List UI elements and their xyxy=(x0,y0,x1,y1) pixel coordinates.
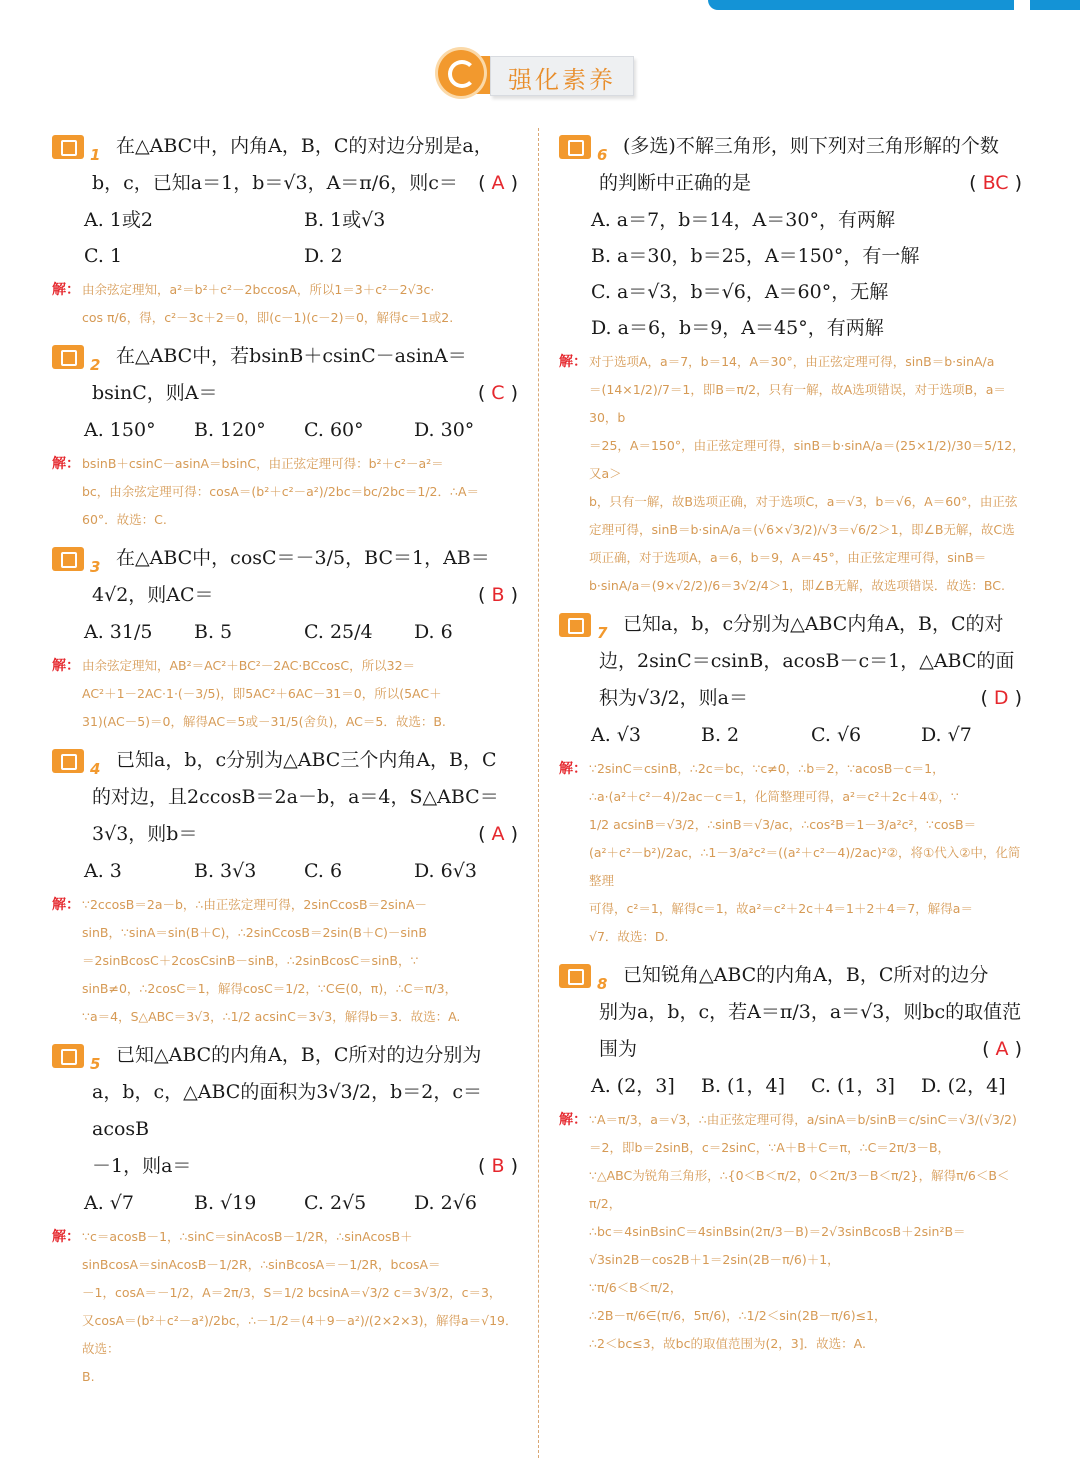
question-number-badge xyxy=(559,964,611,993)
answer-paren-close: ) xyxy=(504,1155,518,1177)
solution-line: 由余弦定理知，AB²＝AC²＋BC²－2AC·BCcosC，所以32＝ xyxy=(82,658,416,673)
solution-line: ＝25，A＝150°，由正弦定理可得，sinB＝b·sinA/a＝(25×1/2)/30＝5/12，又a＞ xyxy=(589,438,1025,481)
solution-line: ∵c＝acosB－1，∴sinC＝sinAcosB－1/2R，∴sinAcosB＋ xyxy=(82,1229,413,1244)
answer-paren-open: ( xyxy=(478,1155,492,1177)
option-item: A. 150° xyxy=(84,419,156,441)
solution-label: 解： xyxy=(52,456,80,472)
option-item: D. (2，4] xyxy=(921,1075,1006,1097)
question-tag-icon xyxy=(52,1044,84,1068)
solution-line: ∵A＝π/3，a＝√3，∴由正弦定理可得，a/sinA＝b/sinB＝c/sinC＝√3/(√3/2) xyxy=(589,1112,1017,1127)
option-item: C. 2√5 xyxy=(304,1192,367,1214)
question-stem-line xyxy=(50,816,528,853)
question-stem-first-line xyxy=(557,957,1032,994)
solution-line: ∴2＜bc≤3，故bc的取值范围为(2，3]．故选：A. xyxy=(589,1336,866,1351)
question-stem-line xyxy=(557,994,1032,1031)
question-stem-text: a，b，c，△ABC的面积为3√3/2，b＝2，c＝acosB xyxy=(92,1081,482,1140)
question-tag-icon xyxy=(52,547,84,571)
question-stem-line xyxy=(50,1148,528,1185)
question-stem-first-line xyxy=(557,606,1032,643)
question-stem-text: 在△ABC中，cosC＝－3/5，BC＝1，AB＝ xyxy=(116,547,490,569)
solution-block xyxy=(50,652,528,736)
option-item: D. 2 xyxy=(304,245,343,267)
solution-label: 解： xyxy=(559,1112,587,1128)
question-block xyxy=(50,742,528,1031)
right-column xyxy=(557,128,1032,1364)
question-stem-text: 围为 xyxy=(599,1038,638,1060)
option-item: B. 1或√3 xyxy=(304,209,386,231)
question-number-badge xyxy=(52,547,104,576)
options-group xyxy=(557,1068,1032,1104)
solution-line: －1，cosA＝－1/2，A＝2π/3，S＝1/2 bcsinA＝√3/2 c＝3√3/2，c＝3， xyxy=(82,1285,502,1300)
solution-line: cos π/6，得，c²－3c＋2＝0，即(c－1)(c－2)＝0，解得c＝1或2. xyxy=(82,310,454,325)
answer-paren-close: ) xyxy=(504,584,518,606)
question-stem-text: －1，则a＝ xyxy=(92,1155,192,1177)
question-number-badge xyxy=(559,135,611,164)
option-item: A. 3 xyxy=(84,860,122,882)
answer-paren-open: ( xyxy=(478,172,492,194)
solution-line: √3sin2B－cos2B＋1＝2sin(2B－π/6)＋1， xyxy=(589,1252,840,1267)
solution-line: 60°．故选：C. xyxy=(82,512,167,527)
question-number: 8 xyxy=(597,975,608,993)
answer-paren-open: ( xyxy=(982,1038,996,1060)
option-item: B. 120° xyxy=(194,419,266,441)
solution-line: ＝(14×1/2)/7＝1，即B＝π/2，只有一解，故A选项错误，对于选项B，a＝30，b xyxy=(589,382,1006,425)
question-stem-text: 在△ABC中，内角A，B，C的对边分别是a， xyxy=(116,135,493,157)
option-item: A. (2，3] xyxy=(591,1075,675,1097)
solution-line: ∵2sinC＝csinB，∴2c＝bc，∵c≠0，∴b＝2，∵acosB－c＝1， xyxy=(589,761,945,776)
solution-line: 又cosA＝(b²＋c²－a²)/2bc，∴－1/2＝(4＋9－a²)/(2×2×3)，解得a＝√19．故选： xyxy=(82,1313,518,1356)
question-number-badge xyxy=(52,749,104,778)
answer-value: B xyxy=(491,1155,505,1177)
question-stem-text: 已知△ABC的内角A，B，C所对的边分别为 xyxy=(116,1044,482,1066)
question-stem-text: 的判断中正确的是 xyxy=(599,172,752,194)
solution-line: ＝2sinBcosC＋2cosCsinB－sinB，∴2sinBcosC＝sinB，∵ xyxy=(82,953,419,968)
answer-paren-open: ( xyxy=(477,382,492,404)
solution-line: √7．故选：D. xyxy=(589,929,669,944)
solution-block xyxy=(50,276,528,332)
question-stem-line xyxy=(557,1031,1032,1068)
answer-box xyxy=(980,680,1022,717)
option-item: B. (1，4] xyxy=(701,1075,786,1097)
question-block xyxy=(557,128,1032,600)
question-number: 2 xyxy=(90,356,101,374)
question-stem-text: 已知锐角△ABC的内角A，B，C所对的边分 xyxy=(623,964,989,986)
options-group xyxy=(50,853,528,889)
question-block xyxy=(50,540,528,736)
answer-paren-close: ) xyxy=(504,382,518,404)
answer-paren-close: ) xyxy=(1008,1038,1022,1060)
banner-title: 强化素养 xyxy=(508,66,616,94)
solution-line: ∴bc＝4sinBsinC＝4sinBsin(2π/3－B)＝2√3sinBcosB＋2sin²B＝ xyxy=(589,1224,966,1239)
solution-block xyxy=(50,891,528,1031)
question-block xyxy=(557,957,1032,1358)
answer-paren-open: ( xyxy=(969,172,983,194)
solution-line: 由余弦定理知，a²＝b²＋c²－2bccosA，所以1＝3＋c²－2√3c· xyxy=(82,282,435,297)
answer-paren-open: ( xyxy=(478,584,492,606)
solution-line: ∵a＝4，S△ABC＝3√3，∴1/2 acsinC＝3√3，解得b＝3．故选：A. xyxy=(82,1009,461,1024)
answer-box xyxy=(982,1031,1022,1068)
solution-line: ∴a·(a²＋c²－4)/2ac－c＝1，化简整理可得，a²＝c²＋2c＋4①，∵ xyxy=(589,789,959,804)
option-item: A. 1或2 xyxy=(84,209,153,231)
option-item: D. a＝6，b＝9，A＝45°，有两解 xyxy=(591,317,884,339)
solution-line: bsinB＋csinC－asinA＝bsinC，由正弦定理可得：b²＋c²－a²＝ xyxy=(82,456,444,471)
option-item: B. √19 xyxy=(194,1192,257,1214)
solution-line: b·sinA/a＝(9×√2/2)/6＝3√2/4＞1，即∠B无解，故选项错误．故选：BC. xyxy=(589,578,1005,593)
question-tag-icon xyxy=(52,135,84,159)
option-item: C. √6 xyxy=(811,724,862,746)
question-stem-first-line xyxy=(50,540,528,577)
answer-paren-close: ) xyxy=(1008,687,1022,709)
option-item: C. 6 xyxy=(304,860,343,882)
solution-block xyxy=(557,348,1032,600)
solution-line: ∴2B－π/6∈(π/6，5π/6)，∴1/2＜sin(2B－π/6)≤1， xyxy=(589,1308,887,1323)
question-stem-first-line xyxy=(50,742,528,779)
answer-box xyxy=(478,375,518,412)
question-tag-icon xyxy=(52,749,84,773)
solution-block xyxy=(557,755,1032,951)
solution-line: ∵2ccosB＝2a－b，∴由正弦定理可得，2sinCcosB＝2sinA－ xyxy=(82,897,427,912)
solution-line: 1/2 acsinB＝√3/2，∴sinB＝√3/ac，∴cos²B＝1－3/a²c²，∵cosB＝ xyxy=(589,817,977,832)
banner-logo-icon xyxy=(438,50,484,96)
question-stem-text: 别为a，b，c，若A＝π/3，a＝√3，则bc的取值范 xyxy=(599,1001,1022,1023)
option-item: A. 31/5 xyxy=(84,621,153,643)
solution-line: 对于选项A，a＝7，b＝14，A＝30°，由正弦定理可得，sinB＝b·sinA/a xyxy=(589,354,995,369)
top-decoration-bar xyxy=(708,0,1014,10)
answer-value: C xyxy=(491,382,505,404)
answer-box xyxy=(478,816,518,853)
question-block xyxy=(50,128,528,332)
option-item: C. 25/4 xyxy=(304,621,373,643)
question-block xyxy=(557,606,1032,951)
answer-value: A xyxy=(995,1038,1009,1060)
question-stem-text: 已知a，b，c分别为△ABC内角A，B，C的对 xyxy=(623,613,1004,635)
solution-line: 可得，c²＝1，解得c＝1，故a²＝c²＋2c＋4＝1＋2＋4＝7，解得a＝ xyxy=(589,901,973,916)
question-number-badge xyxy=(52,1044,104,1073)
section-banner xyxy=(438,50,638,100)
question-number: 4 xyxy=(90,760,101,778)
question-tag-icon xyxy=(559,613,591,637)
solution-line: 31)(AC－5)＝0，解得AC＝5或－31/5(舍负)，AC＝5．故选：B. xyxy=(82,714,446,729)
question-stem-line xyxy=(50,577,528,614)
options-group xyxy=(50,614,528,650)
answer-paren-close: ) xyxy=(504,823,518,845)
option-item: C. (1，3] xyxy=(811,1075,895,1097)
answer-paren-open: ( xyxy=(478,823,492,845)
options-group xyxy=(50,412,528,448)
question-tag-icon xyxy=(52,345,84,369)
top-decoration-bar-right xyxy=(1030,0,1080,10)
question-number: 5 xyxy=(90,1055,101,1073)
answer-value: B xyxy=(491,584,505,606)
option-item: D. 30° xyxy=(414,419,475,441)
solution-line: bc，由余弦定理可得：cosA＝(b²＋c²－a²)/2bc＝bc/2bc＝1/2．∴A＝ xyxy=(82,484,480,499)
solution-line: b，只有一解，故B选项正确，对于选项C，a＝√3，b＝√6，A＝60°，由正弦 xyxy=(589,494,1018,509)
answer-value: D xyxy=(993,687,1009,709)
question-stem-text: 已知a，b，c分别为△ABC三个内角A，B，C xyxy=(116,749,497,771)
option-item: A. √3 xyxy=(591,724,641,746)
option-item: C. 1 xyxy=(84,245,123,267)
question-stem-text: bsinC，则A＝ xyxy=(92,382,218,404)
solution-line: ＝2，即b＝2sinB，c＝2sinC，∵A＋B＋C＝π，∴C＝2π/3－B， xyxy=(589,1140,951,1155)
solution-label: 解： xyxy=(52,1229,80,1245)
question-stem-text: 边，2sinC＝csinB，acosB－c＝1，△ABC的面 xyxy=(599,650,1015,672)
question-stem-text: 在△ABC中，若bsinB＋csinC－asinA＝ xyxy=(116,345,467,367)
left-column xyxy=(50,128,528,1397)
solution-label: 解： xyxy=(559,761,587,777)
answer-value: A xyxy=(491,823,505,845)
answer-box xyxy=(478,1148,518,1185)
question-stem-line xyxy=(557,165,1032,202)
question-stem-text: (多选)不解三角形，则下列对三角形解的个数 xyxy=(623,135,999,157)
solution-line: sinBcosA＝sinAcosB－1/2R，∴sinBcosA＝－1/2R，bcosA＝ xyxy=(82,1257,441,1272)
question-stem-line xyxy=(557,643,1032,680)
option-item: D. 2√6 xyxy=(414,1192,477,1214)
question-stem-text: 积为√3/2，则a＝ xyxy=(599,687,749,709)
options-group xyxy=(557,202,1032,346)
question-number: 3 xyxy=(90,558,101,576)
option-item: C. a＝√3，b＝√6，A＝60°，无解 xyxy=(591,281,889,303)
option-item: D. √7 xyxy=(921,724,972,746)
answer-paren-close: ) xyxy=(504,172,518,194)
answer-value: A xyxy=(491,172,505,194)
question-stem-first-line xyxy=(50,128,528,165)
question-number: 6 xyxy=(597,146,608,164)
solution-line: ∵π/6＜B＜π/2， xyxy=(589,1280,683,1295)
question-stem-first-line xyxy=(557,128,1032,165)
question-stem-text: b，c，已知a＝1，b＝√3，A＝π/6，则c＝ xyxy=(92,172,458,194)
solution-line: AC²＋1－2AC·1·(－3/5)，即5AC²＋6AC－31＝0，所以(5AC＋ xyxy=(82,686,442,701)
answer-value: BC xyxy=(982,172,1009,194)
answer-box xyxy=(478,165,518,202)
option-item: D. 6√3 xyxy=(414,860,477,882)
solution-line: sinB≠0，∴2cosC＝1，解得cosC＝1/2，∵C∈(0，π)，∴C＝π/3， xyxy=(82,981,458,996)
options-group xyxy=(50,1185,528,1221)
question-stem-text: 3√3，则b＝ xyxy=(92,823,198,845)
question-number-badge xyxy=(559,613,611,642)
question-tag-icon xyxy=(559,964,591,988)
answer-box xyxy=(478,577,518,614)
solution-line: B. xyxy=(82,1369,95,1384)
solution-block xyxy=(557,1106,1032,1358)
solution-line: 定理可得，sinB＝b·sinA/a＝(√6×√3/2)/√3＝√6/2＞1，即∠B无解，故C选 xyxy=(589,522,1015,537)
option-item: C. 60° xyxy=(304,419,364,441)
option-item: B. 3√3 xyxy=(194,860,257,882)
answer-box xyxy=(969,165,1022,202)
question-block xyxy=(50,1037,528,1391)
option-item: B. 2 xyxy=(701,724,740,746)
question-number-badge xyxy=(52,135,104,164)
option-item: B. a＝30，b＝25，A＝150°，有一解 xyxy=(591,245,920,267)
solution-line: sinB，∵sinA＝sin(B＋C)，∴2sinCcosB＝2sin(B＋C)－sinB xyxy=(82,925,427,940)
question-stem-line xyxy=(50,1074,528,1148)
option-item: A. √7 xyxy=(84,1192,134,1214)
answer-paren-open: ( xyxy=(980,687,994,709)
answer-paren-close: ) xyxy=(1008,172,1022,194)
question-stem-text: 4√2，则AC＝ xyxy=(92,584,214,606)
option-item: A. a＝7，b＝14，A＝30°，有两解 xyxy=(591,209,895,231)
option-item: D. 6 xyxy=(414,621,453,643)
solution-line: (a²＋c²－b²)/2ac，∴1－3/a²c²＝((a²＋c²－4)/2ac)²②，将①代入②中，化简整理 xyxy=(589,845,1021,888)
question-stem-line xyxy=(50,779,528,816)
question-tag-icon xyxy=(559,135,591,159)
solution-label: 解： xyxy=(52,897,80,913)
option-item: B. 5 xyxy=(194,621,233,643)
question-block xyxy=(50,338,528,534)
question-stem-line xyxy=(557,680,1032,717)
solution-label: 解： xyxy=(559,354,587,370)
question-stem-text: 的对边，且2ccosB＝2a－b，a＝4，S△ABC＝ xyxy=(92,786,499,808)
question-stem-line xyxy=(50,375,528,412)
options-group xyxy=(557,717,1032,753)
question-number: 1 xyxy=(90,146,101,164)
solution-block xyxy=(50,1223,528,1391)
options-group xyxy=(50,202,528,274)
column-divider xyxy=(538,128,539,1458)
question-number: 7 xyxy=(597,624,608,642)
solution-label: 解： xyxy=(52,658,80,674)
question-stem-first-line xyxy=(50,338,528,375)
solution-line: 项正确，对于选项A，a＝6，b＝9，A＝45°，由正弦定理可得，sinB＝ xyxy=(589,550,987,565)
solution-block xyxy=(50,450,528,534)
solution-line: ∵△ABC为锐角三角形，∴{0＜B＜π/2，0＜2π/3－B＜π/2}，解得π/6＜B＜π/2， xyxy=(589,1168,1010,1211)
solution-label: 解： xyxy=(52,282,80,298)
question-number-badge xyxy=(52,345,104,374)
question-stem-first-line xyxy=(50,1037,528,1074)
question-stem-line xyxy=(50,165,528,202)
